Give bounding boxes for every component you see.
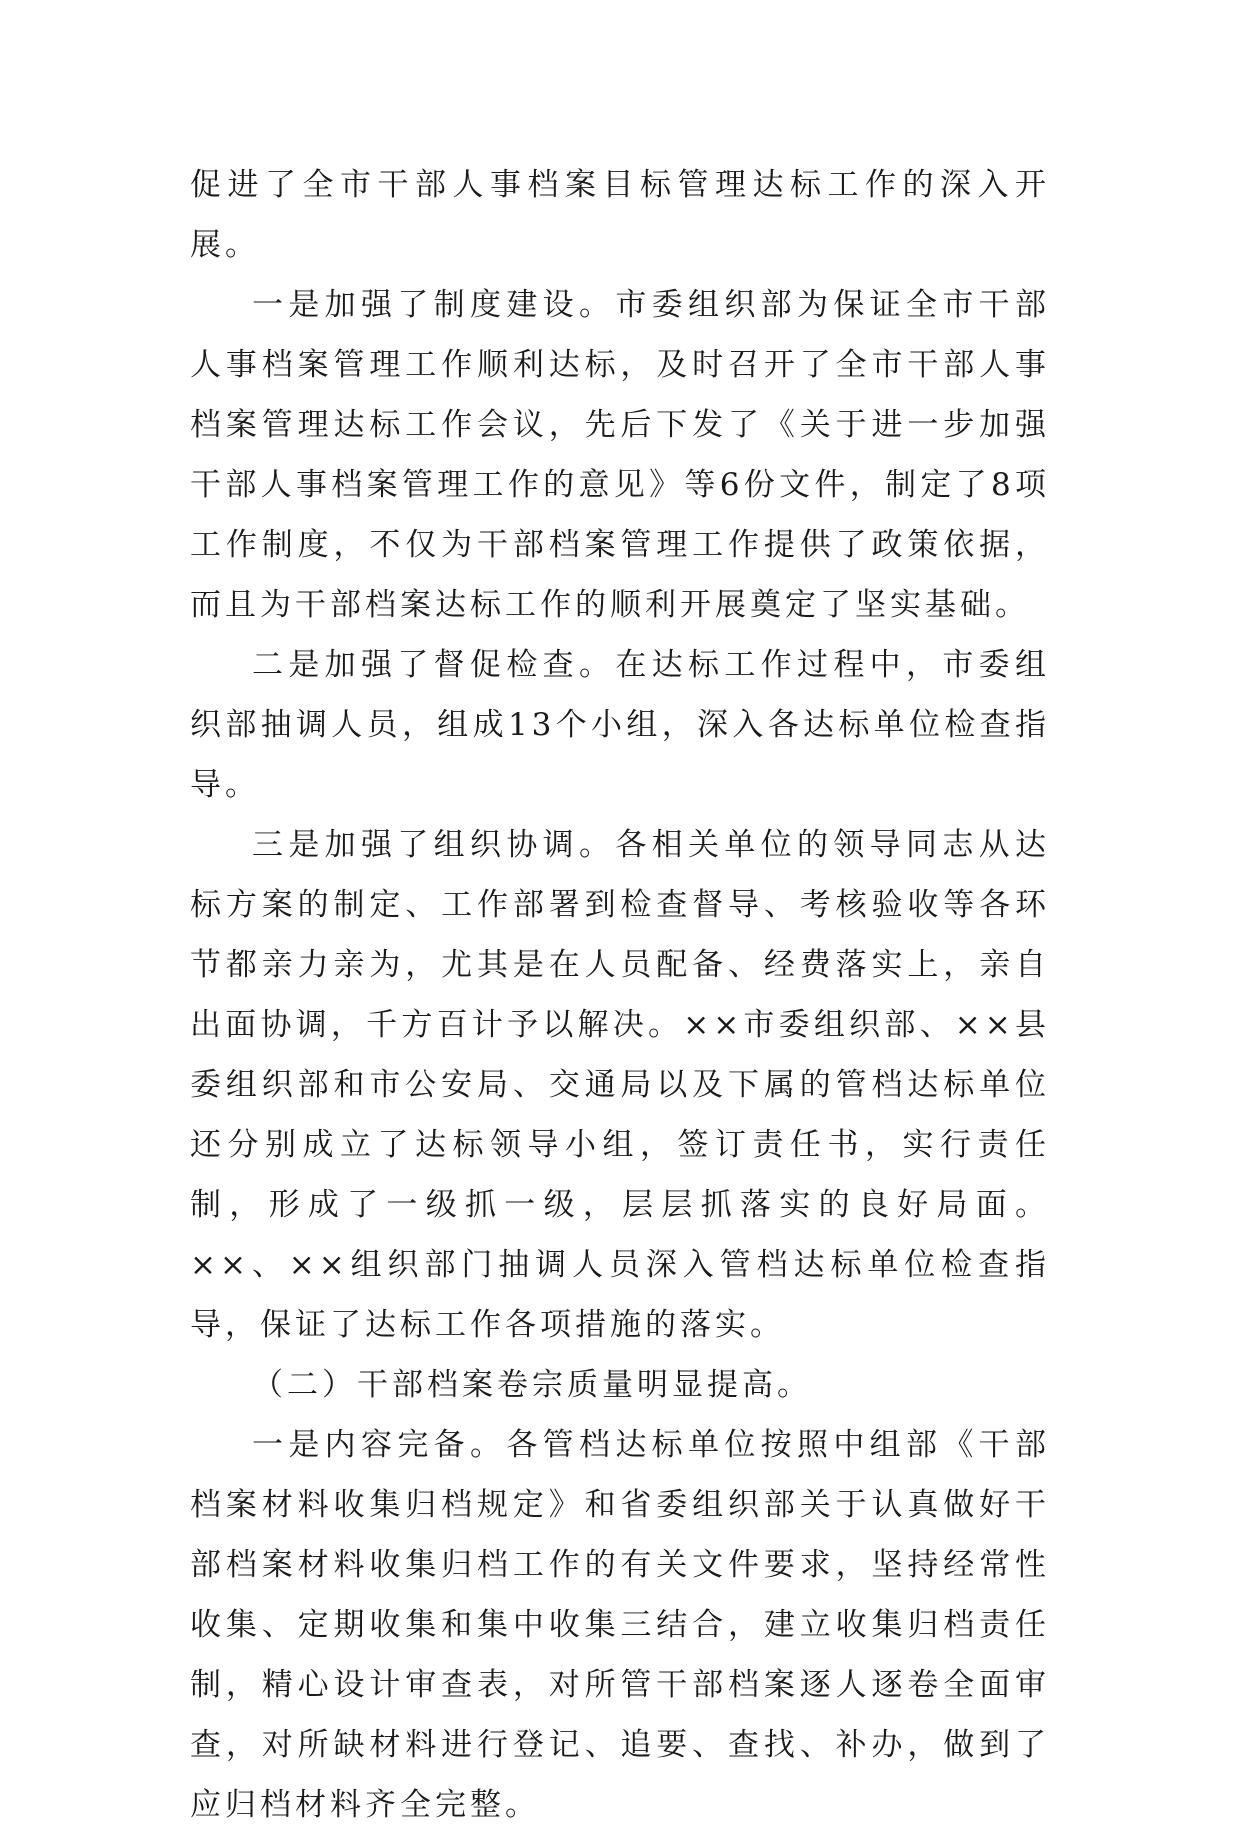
paragraph-content-complete: 一是内容完备。各管档达标单位按照中组部《干部档案材料收集归档规定》和省委组织部关于认真做好干部档案材料收集归档工作的有关文件要求，坚持经常性收集、定期收集和集中收集三结合，建立收集归档责任制，精心设计审查表，对所管干部档案逐人逐卷全面审查，对所缺材料进行登记、追要、查找、补办，做到了应归档材料齐全完整。 <box>190 1427 1050 1823</box>
paragraph-continuation: 促进了全市干部人事档案目标管理达标工作的深入开展。 <box>190 167 1050 263</box>
paragraph-system-building: 一是加强了制度建设。市委组织部为保证全市干部人事档案管理工作顺利达标，及时召开了全市干部人事档案管理达标工作会议，先后下发了《关于进一步加强干部人事档案管理工作的意见》等6份文件，制定了8项工作制度，不仅为干部档案管理工作提供了政策依据，而且为干部档案达标工作的顺利开展奠定了坚实基础。 <box>190 287 1050 623</box>
paragraph-coordination: 三是加强了组织协调。各相关单位的领导同志从达标方案的制定、工作部署到检查督导、考核验收等各环节都亲力亲为，尤其是在人员配备、经费落实上，亲自出面协调，千方百计予以解决。××市委组织部、××县委组织部和市公安局、交通局以及下属的管档达标单位还分别成立了达标领导小组，签订责任书，实行责任制，形成了一级抓一级，层层抓落实的良好局面。××、××组织部门抽调人员深入管档达标单位检查指导，保证了达标工作各项措施的落实。 <box>190 827 1050 1343</box>
document-body <box>190 155 1050 1835</box>
section-heading: （二）干部档案卷宗质量明显提高。 <box>252 1367 812 1403</box>
paragraph-supervision: 二是加强了督促检查。在达标工作过程中，市委组织部抽调人员，组成13个小组，深入各达标单位检查指导。 <box>190 647 1050 803</box>
